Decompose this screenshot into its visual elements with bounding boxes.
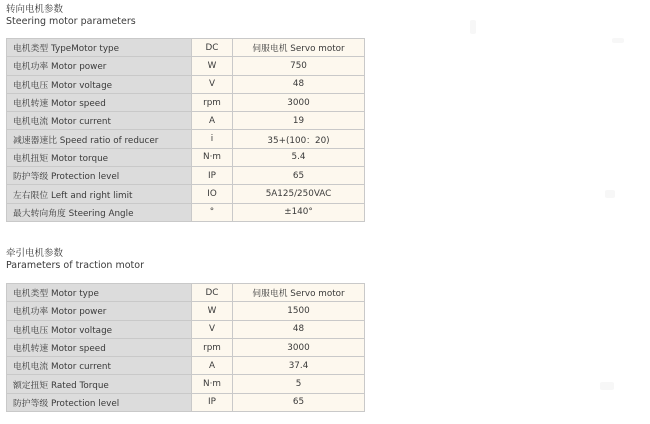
table-row	[7, 93, 365, 111]
table-row	[7, 357, 365, 375]
parameter-value-cell: 48	[233, 75, 365, 93]
table-row	[7, 130, 365, 148]
parameter-value-cell: 65	[233, 393, 365, 411]
parameter-name-cell: 电机转速 Motor speed	[7, 93, 192, 111]
steering-section-title	[6, 4, 136, 28]
parameter-unit-cell: DC	[192, 39, 233, 57]
parameter-value-cell: 48	[233, 320, 365, 338]
parameter-name-cell: 电机类型 Motor type	[7, 284, 192, 302]
parameter-name-cell: 电机电压 Motor voltage	[7, 75, 192, 93]
table-row	[7, 112, 365, 130]
parameter-value-cell: 3000	[233, 93, 365, 111]
parameter-unit-cell: IP	[192, 393, 233, 411]
table-row	[7, 185, 365, 203]
table-row	[7, 393, 365, 411]
table-row	[7, 167, 365, 185]
steering-title-en: Steering motor parameters	[6, 16, 136, 27]
parameter-name-cell: 电机电流 Motor current	[7, 357, 192, 375]
parameter-value-cell: 1500	[233, 302, 365, 320]
parameter-value-cell: 750	[233, 57, 365, 75]
parameter-unit-cell: rpm	[192, 93, 233, 111]
steering-parameters-table	[6, 38, 365, 222]
traction-title-cn: 牵引电机参数	[6, 248, 64, 259]
table-row	[7, 284, 365, 302]
parameter-value-cell: 5.4	[233, 148, 365, 166]
table-row	[7, 75, 365, 93]
parameter-name-cell: 额定扭矩 Rated Torque	[7, 375, 192, 393]
parameter-unit-cell: DC	[192, 284, 233, 302]
parameter-value-cell: 伺服电机 Servo motor	[233, 284, 365, 302]
parameter-name-cell: 电机扭矩 Motor torque	[7, 148, 192, 166]
parameter-unit-cell: IO	[192, 185, 233, 203]
parameter-unit-cell: i	[192, 130, 233, 148]
table-row	[7, 148, 365, 166]
parameter-unit-cell: rpm	[192, 338, 233, 356]
parameter-name-cell: 防护等级 Protection level	[7, 167, 192, 185]
parameter-unit-cell: N·m	[192, 375, 233, 393]
parameter-unit-cell: V	[192, 75, 233, 93]
parameter-value-cell: 19	[233, 112, 365, 130]
traction-title-en: Parameters of traction motor	[6, 260, 144, 271]
parameter-unit-cell: IP	[192, 167, 233, 185]
faint-scan-mark	[612, 38, 624, 43]
parameter-unit-cell: A	[192, 357, 233, 375]
table-row	[7, 302, 365, 320]
parameter-name-cell: 电机类型 TypeMotor type	[7, 39, 192, 57]
faint-scan-mark	[600, 382, 614, 390]
parameter-name-cell: 电机电压 Motor voltage	[7, 320, 192, 338]
parameter-name-cell: 电机转速 Motor speed	[7, 338, 192, 356]
parameter-unit-cell: °	[192, 203, 233, 221]
parameter-value-cell: 伺服电机 Servo motor	[233, 39, 365, 57]
parameter-name-cell: 减速器速比 Speed ratio of reducer	[7, 130, 192, 148]
parameter-name-cell: 电机电流 Motor current	[7, 112, 192, 130]
parameter-name-cell: 防护等级 Protection level	[7, 393, 192, 411]
parameter-unit-cell: V	[192, 320, 233, 338]
parameter-name-cell: 电机功率 Motor power	[7, 302, 192, 320]
table-row	[7, 338, 365, 356]
table-row	[7, 203, 365, 221]
faint-scan-mark	[605, 190, 615, 198]
table-row	[7, 39, 365, 57]
table-row	[7, 57, 365, 75]
parameter-value-cell: 5A125/250VAC	[233, 185, 365, 203]
parameter-value-cell: 3000	[233, 338, 365, 356]
parameter-name-cell: 电机功率 Motor power	[7, 57, 192, 75]
table-row	[7, 320, 365, 338]
parameter-value-cell: 5	[233, 375, 365, 393]
steering-title-cn: 转向电机参数	[6, 4, 64, 15]
parameter-unit-cell: N·m	[192, 148, 233, 166]
parameter-unit-cell: A	[192, 112, 233, 130]
traction-parameters-table	[6, 283, 365, 412]
parameter-value-cell: 65	[233, 167, 365, 185]
table-row	[7, 375, 365, 393]
parameter-name-cell: 左右限位 Left and right limit	[7, 185, 192, 203]
faint-scan-mark	[470, 20, 476, 34]
parameter-unit-cell: W	[192, 57, 233, 75]
parameter-value-cell: 37.4	[233, 357, 365, 375]
parameter-name-cell: 最大转向角度 Steering Angle	[7, 203, 192, 221]
traction-section-title	[6, 248, 144, 272]
parameter-value-cell: 35+(100：20)	[233, 130, 365, 148]
parameter-value-cell: ±140°	[233, 203, 365, 221]
parameter-unit-cell: W	[192, 302, 233, 320]
